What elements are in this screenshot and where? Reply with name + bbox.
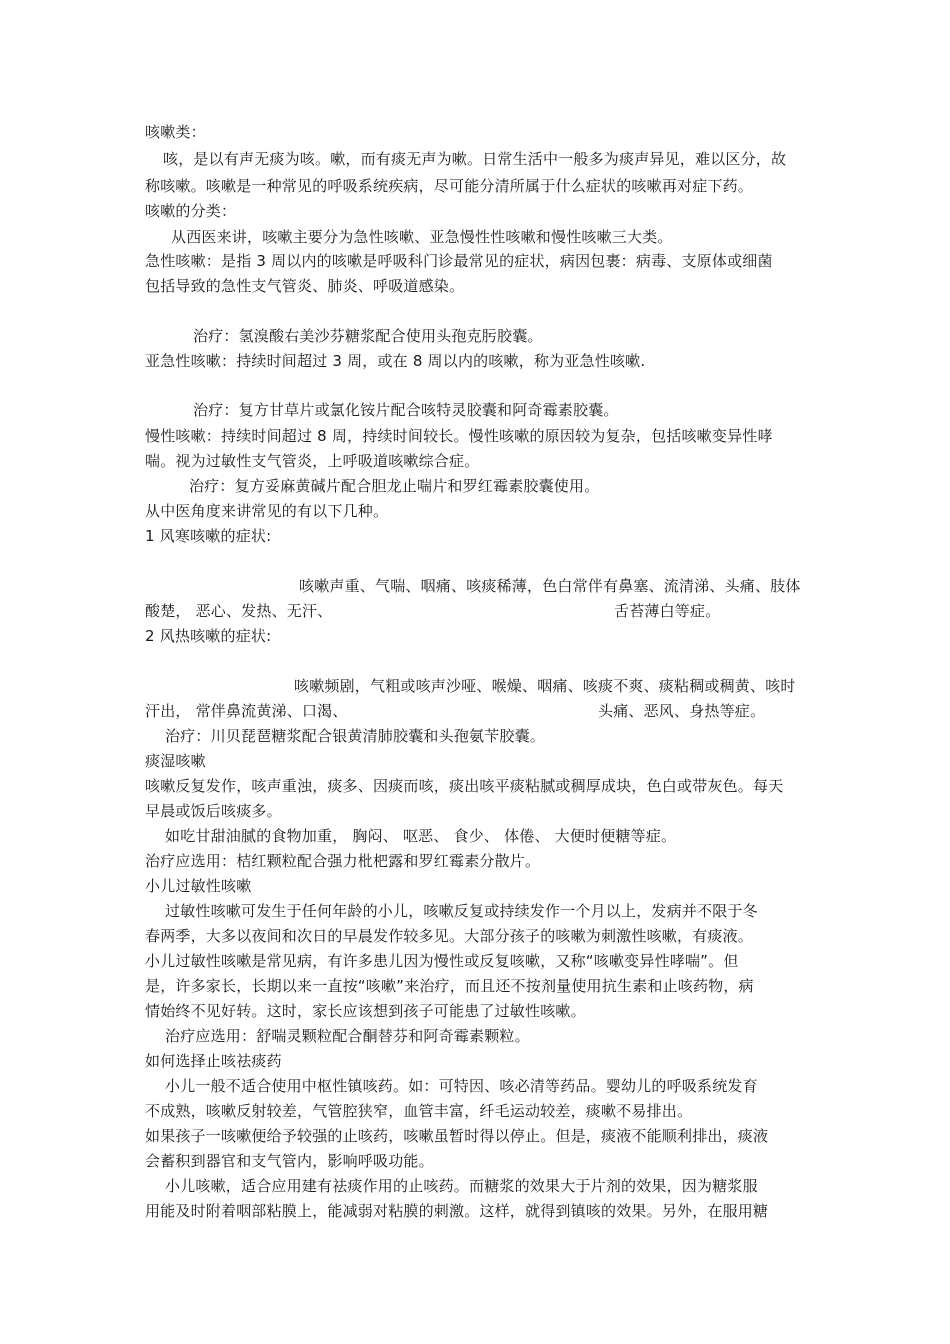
paragraph-line xyxy=(145,249,810,273)
text-line: 包括导致的急性支气管炎、肺炎、呼吸道感染。 xyxy=(145,277,465,295)
paragraph-line xyxy=(145,1124,810,1148)
text-line: 亚急性咳嗽：持续时间超过 3 周，或在 8 周以内的咳嗽，称为亚急性咳嗽. xyxy=(145,352,646,370)
text-line: 头痛、恶风、身热等症。 xyxy=(598,702,766,720)
text-line: 早晨或饭后咳痰多。 xyxy=(145,802,282,820)
paragraph-line xyxy=(145,674,810,698)
text-line: 小儿一般不适合使用中枢性镇咳药。如：可特因、咳必清等药品。婴幼儿的呼吸系统发育 xyxy=(165,1077,758,1095)
text-line: 称咳嗽。咳嗽是一种常见的呼吸系统疾病，尽可能分清所属于什么症状的咳嗽再对症下药。 xyxy=(145,177,754,195)
text-line: 咳嗽反复发作，咳声重浊，痰多、因痰而咳，痰出咳平痰粘腻或稠厚成块，色白或带灰色。每天 xyxy=(145,777,784,795)
text-line: 2 风热咳嗽的症状: xyxy=(145,627,272,645)
paragraph-line xyxy=(145,147,810,171)
treatment-line xyxy=(145,849,810,873)
paragraph-line xyxy=(145,274,810,298)
paragraph-line xyxy=(145,1174,810,1198)
treatment-line xyxy=(145,398,810,422)
text-line: 过敏性咳嗽可发生于任何年龄的小儿，咳嗽反复或持续发作一个月以上，发病并不限于冬 xyxy=(165,902,758,920)
paragraph-line xyxy=(145,899,810,923)
paragraph-line xyxy=(145,174,810,198)
text-line: 治疗应选用：桔红颗粒配合强力枇杷露和罗红霉素分散片。 xyxy=(145,852,541,870)
paragraph-line xyxy=(145,1149,810,1173)
paragraph-line xyxy=(145,599,810,623)
paragraph-line xyxy=(145,949,810,973)
text-line: 慢性咳嗽：持续时间超过 8 周，持续时间较长。慢性咳嗽的原因较为复杂，包括咳嗽变异性哮 xyxy=(145,427,773,445)
text-line: 如果孩子一咳嗽便给予较强的止咳药，咳嗽虽暂时得以停止。但是，痰液不能顺利排出，痰液 xyxy=(145,1127,769,1145)
text-line: 如吃甘甜油腻的食物加重， 胸闷、 呕恶、 食少、 体倦、 大便时便糖等症。 xyxy=(165,827,677,845)
paragraph-line xyxy=(145,974,810,998)
paragraph-line xyxy=(145,999,810,1023)
paragraph-line xyxy=(145,349,810,373)
heading-cough-classification xyxy=(145,199,810,223)
text-line: 从中医角度来讲常见的有以下几种。 xyxy=(145,502,389,520)
text-line: 舌苔薄白等症。 xyxy=(614,602,721,620)
text-line: 急性咳嗽：是指 3 周以内的咳嗽是呼吸科门诊最常见的症状，病因包裹：病毒、支原体或细菌 xyxy=(145,252,773,270)
text-line: 治疗应选用：舒喘灵颗粒配合酮替芬和阿奇霉素颗粒。 xyxy=(165,1027,530,1045)
text-line: 治疗：复方妥麻黄碱片配合胆龙止喘片和罗红霉素胶囊使用。 xyxy=(189,477,600,495)
text-line: 如何选择止咳祛痰药 xyxy=(145,1052,282,1070)
heading-cough-types xyxy=(145,120,810,144)
treatment-line xyxy=(145,724,810,748)
paragraph-line xyxy=(145,799,810,823)
heading-child-allergic-cough xyxy=(145,874,810,898)
paragraph-line xyxy=(145,1199,810,1223)
treatment-line xyxy=(145,324,810,348)
heading-wind-cold xyxy=(145,524,810,548)
text-line: 咳，是以有声无痰为咳。嗽，而有痰无声为嗽。日常生活中一般多为痰声异见，难以区分，故 xyxy=(163,150,787,168)
paragraph-line xyxy=(145,774,810,798)
paragraph-line xyxy=(145,824,810,848)
text-line: 咳嗽频剧，气粗或咳声沙哑、喉燥、咽痛、咳痰不爽、痰粘稠或稠黄、咳时 xyxy=(294,677,796,695)
text-line: 汗出， 常伴鼻流黄涕、口渴、 xyxy=(145,702,348,720)
paragraph-line xyxy=(145,424,810,448)
paragraph-line xyxy=(145,225,810,249)
text-line: 小儿过敏性咳嗽 xyxy=(145,877,252,895)
text-line: 咳嗽声重、气喘、咽痛、咳痰稀薄，色白常伴有鼻塞、流清涕、头痛、肢体 xyxy=(299,577,801,595)
text-line: 治疗：复方甘草片或氯化铵片配合咳特灵胶囊和阿奇霉素胶囊。 xyxy=(193,401,619,419)
text-line: 从西医来讲，咳嗽主要分为急性咳嗽、亚急慢性性咳嗽和慢性咳嗽三大类。 xyxy=(171,228,673,246)
paragraph-line xyxy=(145,924,810,948)
text-line: 喘。视为过敏性支气管炎，上呼吸道咳嗽综合症。 xyxy=(145,452,480,470)
treatment-line xyxy=(145,1024,810,1048)
text-line: 情始终不见好转。这时，家长应该想到孩子可能患了过敏性咳嗽。 xyxy=(145,1002,586,1020)
text-line: 痰湿咳嗽 xyxy=(145,752,206,770)
paragraph-line xyxy=(145,1074,810,1098)
text-line: 咳嗽类： xyxy=(145,123,206,141)
paragraph-line xyxy=(145,449,810,473)
text-line: 是，许多家长，长期以来一直按“咳嗽”来治疗，而且还不按剂量使用抗生素和止咳药物，病 xyxy=(145,977,754,995)
paragraph-line xyxy=(145,499,810,523)
text-line: 用能及时附着咽部粘膜上，能减弱对粘膜的刺激。这样，就得到镇咳的效果。另外，在服用糖 xyxy=(145,1202,769,1220)
text-line: 小儿咳嗽，适合应用建有祛痰作用的止咳药。而糖浆的效果大于片剂的效果，因为糖浆服 xyxy=(165,1177,758,1195)
text-line: 小儿过敏性咳嗽是常见病，有许多患儿因为慢性或反复咳嗽，又称“咳嗽变异性哮喘”。但 xyxy=(145,952,739,970)
text-line: 会蓄积到器官和支气管内，影响呼吸功能。 xyxy=(145,1152,434,1170)
text-line: 不成熟，咳嗽反射较差，气管腔狭窄，血管丰富，纤毛运动较差，痰嗽不易排出。 xyxy=(145,1102,693,1120)
heading-choose-medicine xyxy=(145,1049,810,1073)
text-line: 春两季，大多以夜间和次日的早晨发作较多见。大部分孩子的咳嗽为刺激性咳嗽，有痰液。 xyxy=(145,927,754,945)
heading-wind-heat xyxy=(145,624,810,648)
heading-phlegm-damp xyxy=(145,749,810,773)
text-line: 酸楚， 恶心、发热、无汗、 xyxy=(145,602,333,620)
text-line: 治疗：川贝琵琶糖浆配合银黄清肺胶囊和头孢氨苄胶囊。 xyxy=(165,727,546,745)
text-line: 咳嗽的分类： xyxy=(145,202,237,220)
paragraph-line xyxy=(145,574,810,598)
paragraph-line xyxy=(145,699,810,723)
text-line: 治疗：氢溴酸右美沙芬糖浆配合使用头孢克肟胶囊。 xyxy=(193,327,543,345)
text-line: 1 风寒咳嗽的症状: xyxy=(145,527,272,545)
treatment-line xyxy=(145,474,810,498)
paragraph-line xyxy=(145,1099,810,1123)
